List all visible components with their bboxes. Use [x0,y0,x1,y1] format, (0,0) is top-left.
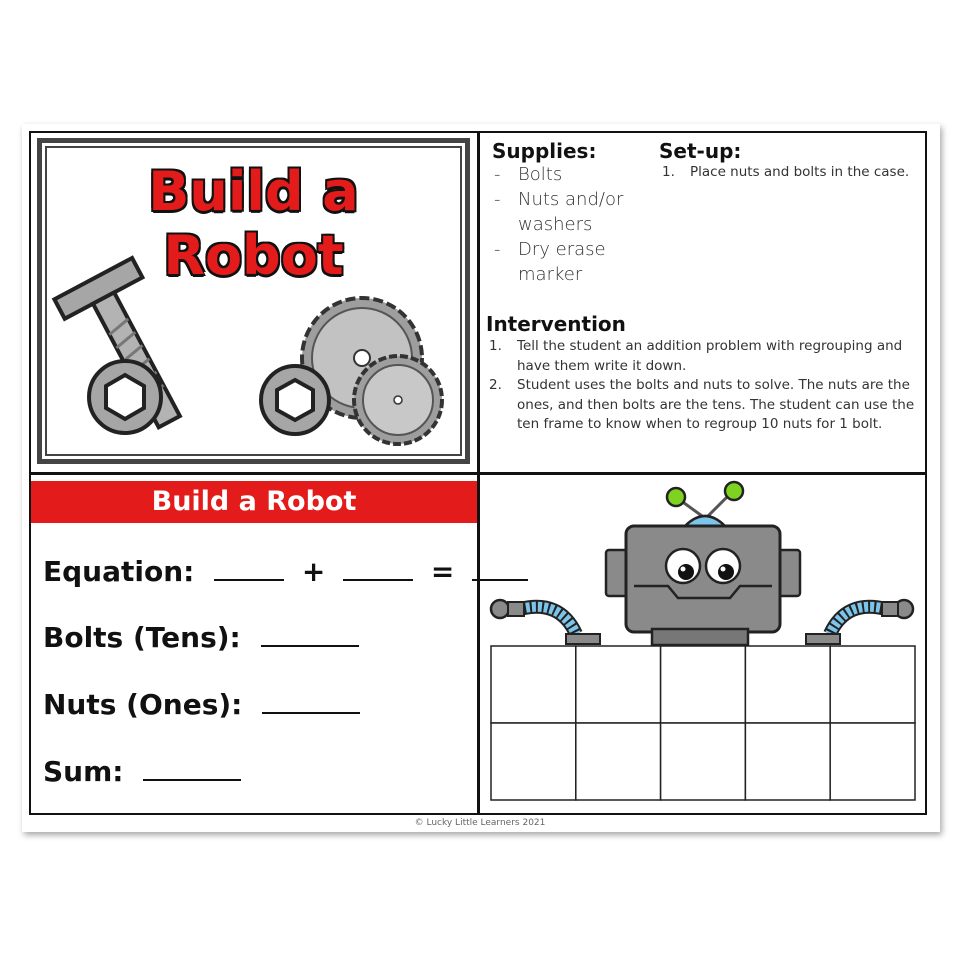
intervention-item-number: 1. [489,338,502,354]
nut-icon [261,366,329,434]
intervention-item [486,337,918,376]
ten-frame-cell[interactable] [661,723,746,800]
intervention-item-text: Tell the student an addition problem with regrouping and have them write it down. [517,338,903,374]
bolts-blank[interactable] [261,619,359,647]
sum-label: Sum: [43,755,124,788]
ten-frame-cell[interactable] [491,646,576,723]
supplies-list [492,162,652,287]
nuts-blank[interactable] [262,686,360,714]
supplies-item: - Bolts [492,162,652,187]
small-gear-icon [354,356,442,444]
ten-frame-cell[interactable] [661,646,746,723]
ten-frame-cell[interactable] [830,723,915,800]
plus-sign: + [301,555,326,588]
equation-label: Equation: [43,555,195,588]
equals-sign: = [430,555,455,588]
nuts-line [43,686,360,721]
setup-item-text: Place nuts and bolts in the case. [690,164,910,180]
ten-frame-cell[interactable] [745,646,830,723]
supplies-heading: Supplies: [492,139,597,163]
intervention-item-number: 2. [489,377,502,393]
intervention-item [486,376,918,435]
setup-item-number: 1. [662,164,675,180]
setup-heading: Set-up: [659,139,742,163]
nuts-bolts-gears-illustration [40,140,470,462]
ten-frame-grid [491,646,915,800]
ten-frame-cell[interactable] [576,723,661,800]
sum-blank[interactable] [143,753,241,781]
copyright-footer: © Lucky Little Learners 2021 [414,818,546,828]
sum-line [43,753,241,788]
supplies-item: - Nuts and/or washers [492,187,652,237]
robot-head-icon [626,526,780,645]
worksheet-banner: Build a Robot [31,481,477,523]
supplies-item: - Dry erase marker [492,237,652,287]
robot-arm-left-icon [491,600,600,644]
robot-arm-right-icon [806,600,913,644]
ten-frame-cell[interactable] [491,723,576,800]
intervention-item-text: Student uses the bolts and nuts to solve. The nuts are the ones, and then bolts are the tens. The student can use the ten frame to know when to regroup 10 nuts for 1 bolt. [517,377,915,432]
bolts-line [43,619,359,654]
intervention-list [486,337,918,435]
equation-line [43,553,528,588]
intervention-heading: Intervention [486,312,626,336]
setup-item [659,163,919,183]
bolts-label: Bolts (Tens): [43,621,241,654]
ten-frame-cell[interactable] [745,723,830,800]
nut-icon [89,361,161,433]
ten-frame-cell[interactable] [576,646,661,723]
addend-two-blank[interactable] [343,553,413,581]
cover-title-line1: Build a [148,160,359,223]
setup-list [659,163,919,183]
robot-ten-frame [480,474,926,814]
nuts-label: Nuts (Ones): [43,688,243,721]
cover-title-line2: Robot [163,224,344,287]
robot-antenna-icon [667,482,743,526]
addend-one-blank[interactable] [214,553,284,581]
ten-frame-cell[interactable] [830,646,915,723]
